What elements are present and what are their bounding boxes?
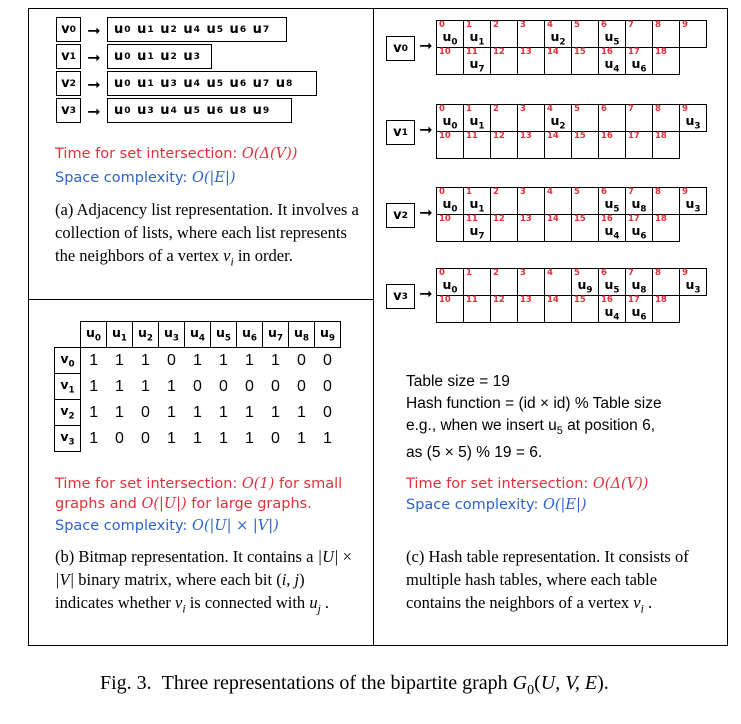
- slot-index: 15: [574, 47, 586, 57]
- vertex-label: v 0: [386, 36, 415, 61]
- hash-slot: [544, 214, 572, 242]
- slot-index: 7: [628, 268, 634, 278]
- slot-index: 0: [439, 104, 445, 114]
- hash-slot: [571, 47, 599, 75]
- hash-slot: [490, 295, 518, 323]
- slot-index: 16: [601, 214, 613, 224]
- bitmap-space-complexity: Space complexity: O(|U| × |V|): [55, 518, 279, 534]
- column-header: $u_9$: [315, 322, 341, 348]
- hash-slot: [652, 47, 680, 75]
- arrow-icon: ➞: [419, 120, 433, 139]
- matrix-cell: 0: [297, 377, 306, 395]
- arrow-icon: ➞: [419, 36, 433, 55]
- slot-index: 13: [520, 214, 532, 224]
- slot-value: $u_3$: [685, 112, 701, 131]
- hash-example-line1: e.g., when we insert $u_5$ at position 6,: [406, 417, 656, 438]
- matrix-cell: 1: [297, 403, 306, 421]
- column-header: $u_6$: [237, 322, 263, 348]
- hash-slot: [463, 214, 491, 242]
- matrix-cell: 1: [271, 351, 280, 369]
- matrix-row: [55, 348, 341, 374]
- matrix-cell: 1: [193, 351, 202, 369]
- matrix-cell: 1: [193, 403, 202, 421]
- hash-description: [406, 371, 662, 464]
- hash-slot: [490, 47, 518, 75]
- hash-slot: [625, 295, 653, 323]
- hash-slot: [517, 214, 545, 242]
- slot-index: 17: [628, 131, 640, 141]
- hash-slot: [652, 20, 680, 48]
- matrix-cell: 1: [115, 377, 124, 395]
- slot-value: $u_0$: [442, 28, 458, 47]
- slot-value: $u_0$: [442, 276, 458, 295]
- slot-index: 4: [547, 104, 553, 114]
- matrix-cell: 1: [89, 429, 99, 447]
- hash-slot: [679, 268, 707, 296]
- matrix-cell: 0: [167, 351, 176, 369]
- hash-slot: [436, 47, 464, 75]
- slot-index: 9: [682, 187, 688, 197]
- slot-index: 1: [466, 268, 472, 278]
- hash-slot: [490, 187, 518, 215]
- hash-slot: [544, 104, 572, 132]
- hash-slot: [463, 131, 491, 159]
- hash-slot: [652, 187, 680, 215]
- hash-slot: [625, 131, 653, 159]
- slot-index: 2: [493, 187, 499, 197]
- matrix-cell: 0: [323, 377, 332, 395]
- slot-index: 5: [574, 104, 580, 114]
- matrix-cell: 1: [89, 403, 99, 421]
- vertex-label: v 3: [386, 284, 415, 309]
- adjacency-space-complexity: Space complexity: O(|E|): [55, 170, 236, 186]
- slot-index: 1: [466, 20, 472, 30]
- column-header: $u_3$: [159, 322, 185, 348]
- hash-slot: [598, 20, 626, 48]
- hash-slot: [517, 47, 545, 75]
- row-header: $v_3$: [55, 426, 81, 452]
- slot-index: 4: [547, 187, 553, 197]
- hash-slot: [436, 187, 464, 215]
- arrow-icon: ➞: [87, 102, 101, 121]
- hash-slot: [463, 20, 491, 48]
- slot-index: 6: [601, 20, 607, 30]
- adjacency-row: [56, 98, 317, 125]
- slot-index: 2: [493, 104, 499, 114]
- hash-slot: [544, 47, 572, 75]
- matrix-cell: 1: [89, 377, 99, 395]
- slot-index: 15: [574, 214, 586, 224]
- hash-slot: [517, 268, 545, 296]
- matrix-cell: 1: [115, 351, 124, 369]
- slot-value: $u_4$: [604, 303, 620, 322]
- matrix-cell: 0: [297, 351, 306, 369]
- slot-value: $u_1$: [469, 112, 485, 131]
- matrix-row: [55, 400, 341, 426]
- neighbor-list: u 0 u 1 u 3 u 4 u 5 u 6 u 7 u 8: [107, 71, 317, 96]
- hash-slot: [679, 20, 707, 48]
- hash-slot: [544, 268, 572, 296]
- matrix-cell: 1: [323, 429, 332, 447]
- slot-index: 10: [439, 295, 451, 305]
- hash-slot: [598, 214, 626, 242]
- matrix-cell: 1: [297, 429, 306, 447]
- matrix-cell: 0: [271, 429, 280, 447]
- slot-index: 13: [520, 131, 532, 141]
- matrix-cell: 0: [193, 377, 202, 395]
- hash-slot: [652, 214, 680, 242]
- slot-index: 1: [466, 104, 472, 114]
- hash-slot: [679, 187, 707, 215]
- hash-time-complexity: Time for set intersection: O(Δ(V)): [406, 476, 649, 492]
- slot-index: 17: [628, 47, 640, 57]
- hash-slot: [490, 214, 518, 242]
- slot-index: 6: [601, 187, 607, 197]
- slot-index: 12: [493, 131, 505, 141]
- hash-slot: [571, 131, 599, 159]
- slot-index: 11: [466, 214, 478, 224]
- hash-slot: [544, 187, 572, 215]
- slot-value: $u_3$: [685, 195, 701, 214]
- hash-slot: [598, 187, 626, 215]
- neighbor-list: u 0 u 1 u 2 u 4 u 5 u 6 u 7: [107, 17, 287, 42]
- hash-slot: [598, 131, 626, 159]
- matrix-cell: 1: [193, 429, 202, 447]
- hash-slot: [490, 104, 518, 132]
- slot-value: $u_0$: [442, 112, 458, 131]
- hash-slot: [436, 295, 464, 323]
- bitmap-caption: (b) Bitmap representation. It contains a |U| × |V| binary matrix, where each bit (i, j) indicates whether $v_i$ is connected with $u_j$ .: [55, 547, 352, 616]
- arrow-icon: ➞: [87, 75, 101, 94]
- slot-index: 10: [439, 47, 451, 57]
- matrix-cell: 0: [323, 351, 332, 369]
- slot-value: $u_3$: [685, 276, 701, 295]
- slot-index: 13: [520, 47, 532, 57]
- slot-index: 2: [493, 20, 499, 30]
- slot-index: 6: [601, 268, 607, 278]
- vertex-label: v 2: [56, 71, 81, 96]
- hash-caption: (c) Hash table representation. It consists of multiple hash tables, where each table contains the neighbors of a vertex $v_i$ .: [406, 547, 689, 616]
- hash-slot: [625, 104, 653, 132]
- slot-index: 18: [655, 131, 667, 141]
- hash-function: Hash function = (id × id) % Table size: [406, 395, 662, 412]
- hash-slot: [625, 47, 653, 75]
- slot-index: 9: [682, 104, 688, 114]
- vertex-label: v 1: [386, 120, 415, 145]
- slot-index: 2: [493, 268, 499, 278]
- vertex-label: v 3: [56, 98, 81, 123]
- hash-slot: [436, 214, 464, 242]
- matrix-row: [55, 426, 341, 452]
- slot-value: $u_0$: [442, 195, 458, 214]
- bitmap-time-complexity-line2: graphs and O(|U|) for large graphs.: [55, 496, 312, 512]
- row-header: $v_1$: [55, 374, 81, 400]
- hash-slot: [625, 187, 653, 215]
- hash-slot: [625, 268, 653, 296]
- neighbor-list: u 0 u 3 u 4 u 5 u 6 u 8 u 9: [107, 98, 292, 123]
- slot-value: $u_9$: [577, 276, 593, 295]
- slot-value: $u_1$: [469, 28, 485, 47]
- hash-slot: [544, 20, 572, 48]
- matrix-cell: 0: [323, 403, 332, 421]
- matrix-cell: 1: [245, 403, 254, 421]
- hash-slot: [571, 104, 599, 132]
- matrix-cell: 0: [141, 403, 150, 421]
- slot-index: 5: [574, 187, 580, 197]
- slot-index: 15: [574, 131, 586, 141]
- bitmap-matrix: [54, 321, 341, 452]
- slot-index: 3: [520, 104, 526, 114]
- slot-index: 17: [628, 214, 640, 224]
- hash-slot: [517, 104, 545, 132]
- adjacency-time-complexity: Time for set intersection: O(Δ(V)): [55, 146, 298, 162]
- vertex-label: v 1: [56, 44, 81, 69]
- hash-slot: [652, 131, 680, 159]
- slot-value: $u_1$: [469, 195, 485, 214]
- slot-index: 17: [628, 295, 640, 305]
- matrix-cell: 1: [271, 403, 280, 421]
- matrix-cell: 1: [167, 429, 176, 447]
- slot-index: 10: [439, 214, 451, 224]
- hash-slot: [436, 268, 464, 296]
- matrix-cell: 1: [219, 403, 228, 421]
- matrix-cell: 1: [115, 403, 124, 421]
- column-header: $u_2$: [133, 322, 159, 348]
- slot-value: $u_5$: [604, 195, 620, 214]
- slot-index: 1: [466, 187, 472, 197]
- slot-index: 13: [520, 295, 532, 305]
- slot-value: $u_6$: [631, 303, 647, 322]
- slot-index: 5: [574, 268, 580, 278]
- adjacency-list: [56, 17, 317, 125]
- slot-value: $u_8$: [631, 195, 647, 214]
- adjacency-row: [56, 17, 317, 44]
- vertex-label: v 2: [386, 203, 415, 228]
- slot-index: 0: [439, 20, 445, 30]
- hash-slot: [490, 268, 518, 296]
- hash-slot: [679, 104, 707, 132]
- slot-index: 3: [520, 187, 526, 197]
- slot-index: 8: [655, 268, 661, 278]
- slot-index: 7: [628, 104, 634, 114]
- hash-slot: [625, 20, 653, 48]
- slot-index: 8: [655, 187, 661, 197]
- neighbor-list: u 0 u 1 u 2 u 3: [107, 44, 212, 69]
- matrix-cell: 1: [219, 429, 228, 447]
- row-header: $v_2$: [55, 400, 81, 426]
- slot-index: 15: [574, 295, 586, 305]
- slot-index: 6: [601, 104, 607, 114]
- slot-value: $u_4$: [604, 55, 620, 74]
- hash-slot: [463, 104, 491, 132]
- slot-value: $u_8$: [631, 276, 647, 295]
- slot-index: 12: [493, 214, 505, 224]
- hash-slot: [436, 20, 464, 48]
- vertical-divider: [373, 8, 374, 646]
- slot-index: 18: [655, 47, 667, 57]
- hash-slot: [598, 295, 626, 323]
- slot-value: $u_5$: [604, 276, 620, 295]
- hash-slot: [517, 187, 545, 215]
- matrix-cell: 0: [115, 429, 124, 447]
- slot-index: 0: [439, 187, 445, 197]
- arrow-icon: ➞: [87, 48, 101, 67]
- matrix-cell: 1: [219, 351, 228, 369]
- slot-index: 8: [655, 104, 661, 114]
- hash-slot: [517, 20, 545, 48]
- horizontal-divider: [28, 299, 374, 300]
- slot-index: 0: [439, 268, 445, 278]
- slot-value: $u_4$: [604, 222, 620, 241]
- slot-value: $u_2$: [550, 28, 566, 47]
- hash-slot: [652, 268, 680, 296]
- slot-index: 9: [682, 268, 688, 278]
- slot-index: 16: [601, 295, 613, 305]
- slot-index: 8: [655, 20, 661, 30]
- table-size: Table size = 19: [406, 373, 510, 390]
- arrow-icon: ➞: [87, 21, 101, 40]
- slot-index: 10: [439, 131, 451, 141]
- slot-index: 5: [574, 20, 580, 30]
- column-header: $u_4$: [185, 322, 211, 348]
- matrix-cell: 1: [89, 351, 99, 369]
- slot-value: $u_6$: [631, 55, 647, 74]
- hash-slot: [463, 295, 491, 323]
- slot-index: 4: [547, 268, 553, 278]
- column-header: $u_7$: [263, 322, 289, 348]
- column-header: $u_1$: [107, 322, 133, 348]
- hash-slot: [571, 268, 599, 296]
- slot-index: 16: [601, 131, 613, 141]
- hash-slot: [571, 187, 599, 215]
- slot-index: 14: [547, 131, 559, 141]
- matrix-cell: 0: [245, 377, 254, 395]
- hash-slot: [571, 214, 599, 242]
- bitmap-time-complexity-line1: Time for set intersection: O(1) for small: [55, 476, 343, 492]
- hash-slot: [463, 47, 491, 75]
- hash-example-line2: as (5 × 5) % 19 = 6.: [406, 444, 543, 462]
- hash-slot: [544, 131, 572, 159]
- arrow-icon: ➞: [419, 203, 433, 222]
- slot-index: 14: [547, 47, 559, 57]
- slot-index: 11: [466, 47, 478, 57]
- hash-slot: [571, 20, 599, 48]
- slot-index: 14: [547, 295, 559, 305]
- matrix-cell: 1: [245, 351, 254, 369]
- slot-index: 18: [655, 214, 667, 224]
- slot-value: $u_7$: [469, 55, 485, 74]
- hash-slot: [517, 131, 545, 159]
- matrix-cell: 1: [141, 351, 150, 369]
- arrow-icon: ➞: [419, 284, 433, 303]
- hash-slot: [517, 295, 545, 323]
- column-header: $u_8$: [289, 322, 315, 348]
- slot-index: 11: [466, 295, 478, 305]
- hash-slot: [652, 295, 680, 323]
- slot-value: $u_5$: [604, 28, 620, 47]
- matrix-cell: 1: [167, 377, 176, 395]
- slot-index: 3: [520, 20, 526, 30]
- adjacency-caption: (a) Adjacency list representation. It involves a collection of lists, where each list represents the neighbors of a vertex $v_i$ in order.: [55, 200, 359, 269]
- matrix-cell: 1: [167, 403, 176, 421]
- vertex-label: v 0: [56, 17, 81, 42]
- row-header: $v_0$: [55, 348, 81, 374]
- slot-value: $u_6$: [631, 222, 647, 241]
- adjacency-row: [56, 71, 317, 98]
- slot-index: 3: [520, 268, 526, 278]
- hash-slot: [490, 20, 518, 48]
- hash-space-complexity: Space complexity: O(|E|): [406, 497, 587, 513]
- slot-index: 9: [682, 20, 688, 30]
- slot-index: 18: [655, 295, 667, 305]
- slot-index: 12: [493, 295, 505, 305]
- hash-slot: [490, 131, 518, 159]
- matrix-cell: 0: [141, 429, 150, 447]
- matrix-cell: 0: [219, 377, 228, 395]
- slot-index: 14: [547, 214, 559, 224]
- hash-slot: [625, 214, 653, 242]
- slot-index: 7: [628, 20, 634, 30]
- slot-index: 12: [493, 47, 505, 57]
- hash-slot: [436, 131, 464, 159]
- slot-index: 7: [628, 187, 634, 197]
- matrix-cell: 1: [141, 377, 150, 395]
- hash-slot: [598, 268, 626, 296]
- matrix-row: [55, 374, 341, 400]
- matrix-corner: [55, 322, 81, 348]
- hash-slot: [652, 104, 680, 132]
- hash-slot: [544, 295, 572, 323]
- figure-caption: Fig. 3. Three representations of the bipartite graph $G_0(U$, V, E).: [100, 672, 609, 698]
- column-header: $u_5$: [211, 322, 237, 348]
- slot-value: $u_7$: [469, 222, 485, 241]
- hash-slot: [436, 104, 464, 132]
- hash-slot: [598, 47, 626, 75]
- hash-slot: [463, 268, 491, 296]
- hash-slot: [571, 295, 599, 323]
- matrix-cell: 1: [245, 429, 254, 447]
- hash-slot: [463, 187, 491, 215]
- slot-index: 16: [601, 47, 613, 57]
- column-header: $u_0$: [81, 322, 107, 348]
- hash-slot: [598, 104, 626, 132]
- matrix-cell: 0: [271, 377, 280, 395]
- adjacency-row: [56, 44, 317, 71]
- slot-index: 4: [547, 20, 553, 30]
- slot-index: 11: [466, 131, 478, 141]
- slot-value: $u_2$: [550, 112, 566, 131]
